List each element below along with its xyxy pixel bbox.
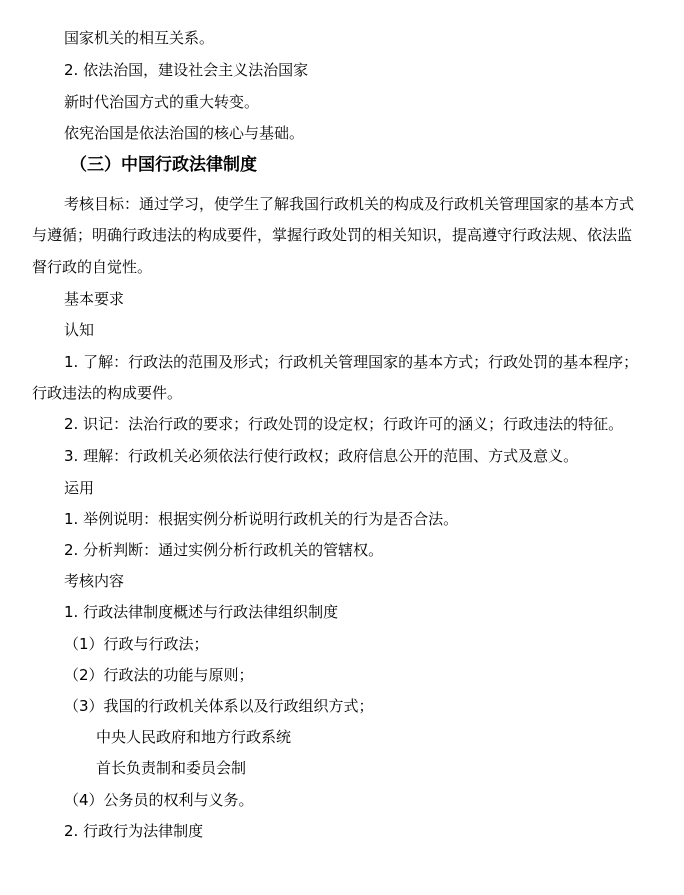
text-line: 基本要求 [64, 290, 125, 308]
text-line: 依宪治国是依法治国的核心与基础。 [64, 124, 305, 142]
text-line: 2. 分析判断：通过实例分析行政机关的管辖权。 [64, 541, 384, 559]
text-line: 3. 理解：行政机关必须依法行使行政权；政府信息公开的范围、方式及意义。 [64, 447, 579, 465]
text-line: 与遵循；明确行政违法的构成要件，掌握行政处罚的相关知识，提高遵守行政法规、依法监 [32, 226, 633, 244]
text-line: 考核内容 [64, 572, 125, 590]
text-line: 运用 [64, 479, 95, 497]
text-line: 国家机关的相互关系。 [64, 29, 215, 47]
text-line: 2. 依法治国，建设社会主义法治国家 [64, 61, 309, 79]
text-line: 中央人民政府和地方行政系统 [96, 728, 292, 746]
text-line: 督行政的自觉性。 [32, 258, 153, 276]
text-line: 1. 行政法律制度概述与行政法律组织制度 [64, 603, 339, 621]
text-line: （3）我国的行政机关体系以及行政组织方式； [64, 697, 374, 715]
text-line: 新时代治国方式的重大转变。 [64, 93, 260, 111]
text-line: 行政违法的构成要件。 [32, 384, 183, 402]
text-line: 1. 了解：行政法的范围及形式；行政机关管理国家的基本方式；行政处罚的基本程序； [64, 353, 639, 371]
text-line: 2. 行政行为法律制度 [64, 822, 204, 840]
text-line: （4）公务员的权利与义务。 [64, 791, 254, 809]
text-line: （1）行政与行政法； [64, 635, 209, 653]
text-line: 1. 举例说明：根据实例分析说明行政机关的行为是否合法。 [64, 510, 459, 528]
text-line: 认知 [64, 321, 95, 339]
text-line: 首长负责制和委员会制 [96, 759, 247, 777]
text-line: 考核目标：通过学习，使学生了解我国行政机关的构成及行政机关管理国家的基本方式 [64, 195, 635, 213]
text-line: （2）行政法的功能与原则； [64, 666, 254, 684]
text-line: 2. 识记：法治行政的要求；行政处罚的设定权；行政许可的涵义；行政违法的特征。 [64, 415, 624, 433]
section-heading: （三）中国行政法律制度 [70, 155, 257, 175]
